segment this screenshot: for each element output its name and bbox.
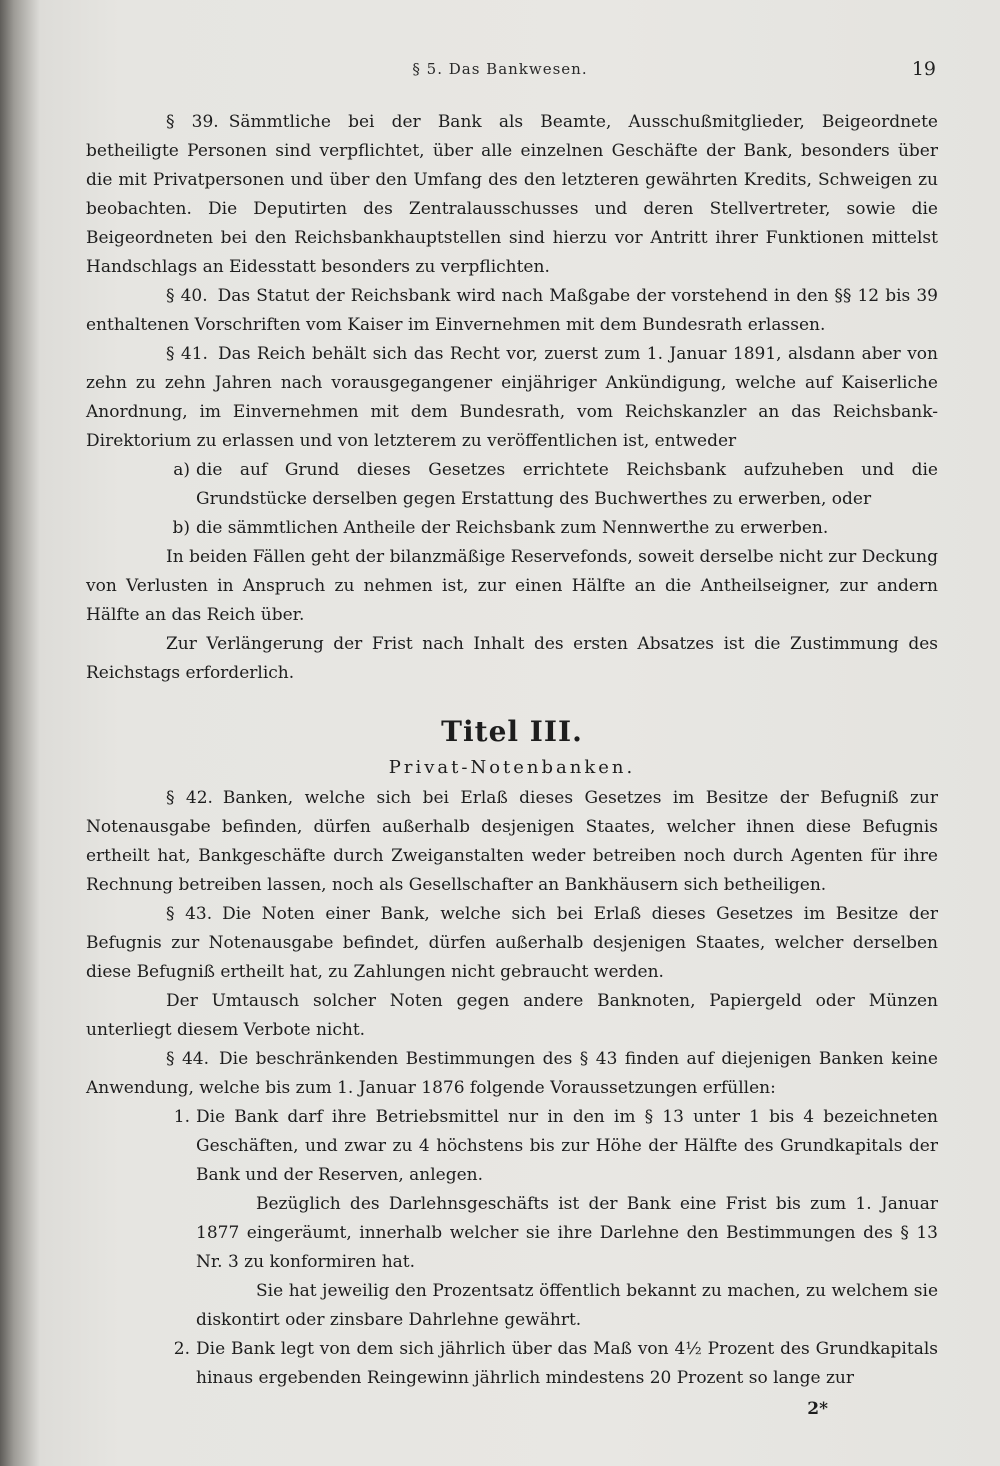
item-marker: a): [173, 460, 190, 480]
section-number: § 40.: [166, 286, 208, 306]
section-number: § 41.: [166, 344, 208, 364]
section-text: Das Reich behält sich das Recht vor, zuerst zum 1. Januar 1891, alsdann aber von zehn zu zehn Jahren nach vorausgegangener einjähriger Ankündigung, welche auf Kaiserliche Anordnung, im Einvernehmen mit dem Bundesrath, vom Reichskanzler an das Reichsbank-Direktorium zu erlassen und von letzterem zu veröffentlichen ist, entweder: [86, 344, 938, 451]
section-number: § 44.: [166, 1049, 210, 1069]
paragraph: In beiden Fällen geht der bilanzmäßige Reservefonds, soweit derselbe nicht zur Deckung von Verlusten in Anspruch zu nehmen ist, zur einen Hälfte an die Antheilseigner, zur andern Hälfte an das Reich über.: [86, 547, 938, 625]
section-40: [86, 282, 938, 340]
list-item: [86, 1335, 938, 1393]
list-item: [86, 1103, 938, 1335]
page-number: 19: [911, 58, 936, 80]
title-subheading: Privat-Notenbanken.: [388, 757, 636, 778]
section-number: § 39.: [166, 112, 219, 132]
paragraph: Zur Verlängerung der Frist nach Inhalt des ersten Absatzes ist die Zustimmung des Reichstags erforderlich.: [86, 634, 938, 683]
section-text: Die Noten einer Bank, welche sich bei Erlaß dieses Gesetzes im Besitze der Befugnis zur Notenausgabe befindet, dürfen außerhalb desjenigen Staates, welcher derselben diese Befugniß ertheilt hat, zu Zahlungen nicht gebraucht werden.: [86, 904, 938, 982]
section-43: [86, 900, 938, 987]
section-text: Banken, welche sich bei Erlaß dieses Gesetzes im Besitze der Befugniß zur Notenausgabe befinden, dürfen außerhalb desjenigen Staates, welcher ihnen diese Befugnis ertheilt hat, Bankgeschäfte durch Zweiganstalten weder betreiben noch durch Agenten für ihre Rechnung betreiben lassen, noch als Gesellschafter an Bankhäusern sich betheiligen.: [86, 788, 938, 895]
item-text: die sämmtlichen Antheile der Reichsbank zum Nennwerthe zu erwerben.: [196, 518, 829, 538]
section-39: [86, 108, 938, 282]
list-item: [86, 514, 938, 543]
item-paragraph: Sie hat jeweilig den Prozentsatz öffentlich bekannt zu machen, zu welchem sie diskontirt oder zinsbare Dahrlehne gewährt.: [196, 1281, 938, 1330]
list-item: [86, 456, 938, 514]
item-body: [196, 1103, 938, 1335]
running-title: § 5. Das Bankwesen.: [412, 60, 588, 78]
item-paragraph: Die Bank darf ihre Betriebsmittel nur in den im § 13 unter 1 bis 4 bezeichneten Geschäften, und zwar zu 4 höchstens bis zur Höhe der Hälfte des Grundkapitals der Bank und der Reserven, anlegen.: [196, 1107, 938, 1185]
paragraph: Der Umtausch solcher Noten gegen andere Banknoten, Papiergeld oder Münzen unterliegt diesem Verbote nicht.: [86, 991, 938, 1040]
section-text: Die beschränkenden Bestimmungen des § 43 finden auf diejenigen Banken keine Anwendung, welche bis zum 1. Januar 1876 folgende Voraussetzungen erfüllen:: [86, 1049, 938, 1098]
section-41: [86, 340, 938, 456]
item-marker: 1.: [173, 1107, 190, 1127]
section-number: § 43.: [166, 904, 213, 924]
section-42: [86, 784, 938, 900]
title-block: [86, 712, 938, 784]
item-paragraph: Bezüglich des Darlehnsgeschäfts ist der Bank eine Frist bis zum 1. Januar 1877 eingeräumt, innerhalb welcher sie ihre Darlehne den Bestimmungen des § 13 Nr. 3 zu konformiren hat.: [196, 1194, 938, 1272]
item-marker: b): [172, 518, 190, 538]
signature-mark: 2*: [807, 1399, 828, 1419]
section-text: Das Statut der Reichsbank wird nach Maßgabe der vorstehend in den §§ 12 bis 39 enthaltenen Vorschriften vom Kaiser im Einvernehmen mit dem Bundesrath erlassen.: [86, 286, 938, 335]
section-number: § 42.: [166, 788, 213, 808]
section-44: [86, 1045, 938, 1103]
item-text: die auf Grund dieses Gesetzes errichtete Reichsbank aufzuheben und die Grundstücke derselben gegen Erstattung des Buchwerthes zu erwerben, oder: [196, 460, 938, 509]
page-header: [0, 60, 1000, 84]
section-text: Sämmtliche bei der Bank als Beamte, Ausschußmitglieder, Beigeordnete betheiligte Personen sind verpflichtet, über alle einzelnen Geschäfte der Bank, besonders über die mit Privatpersonen und über den Umfang des den letzteren gewährten Kredits, Schweigen zu beobachten. Die Deputirten des Zentralausschusses und deren Stellvertreter, sowie die Beigeordneten bei den Reichsbankhauptstellen sind hierzu vor Antritt ihrer Funktionen mittelst Handschlags an Eidesstatt besonders zu verpflichten.: [86, 112, 938, 277]
item-marker: 2.: [173, 1339, 190, 1359]
item-body: [196, 1335, 938, 1393]
page-body: [86, 108, 938, 1424]
title-heading: Titel III.: [441, 715, 583, 748]
item-paragraph: Die Bank legt von dem sich jährlich über das Maß von 4½ Prozent des Grundkapitals hinaus ergebenden Reingewinn jährlich mindestens 20 Prozent so lange zur: [196, 1339, 938, 1388]
